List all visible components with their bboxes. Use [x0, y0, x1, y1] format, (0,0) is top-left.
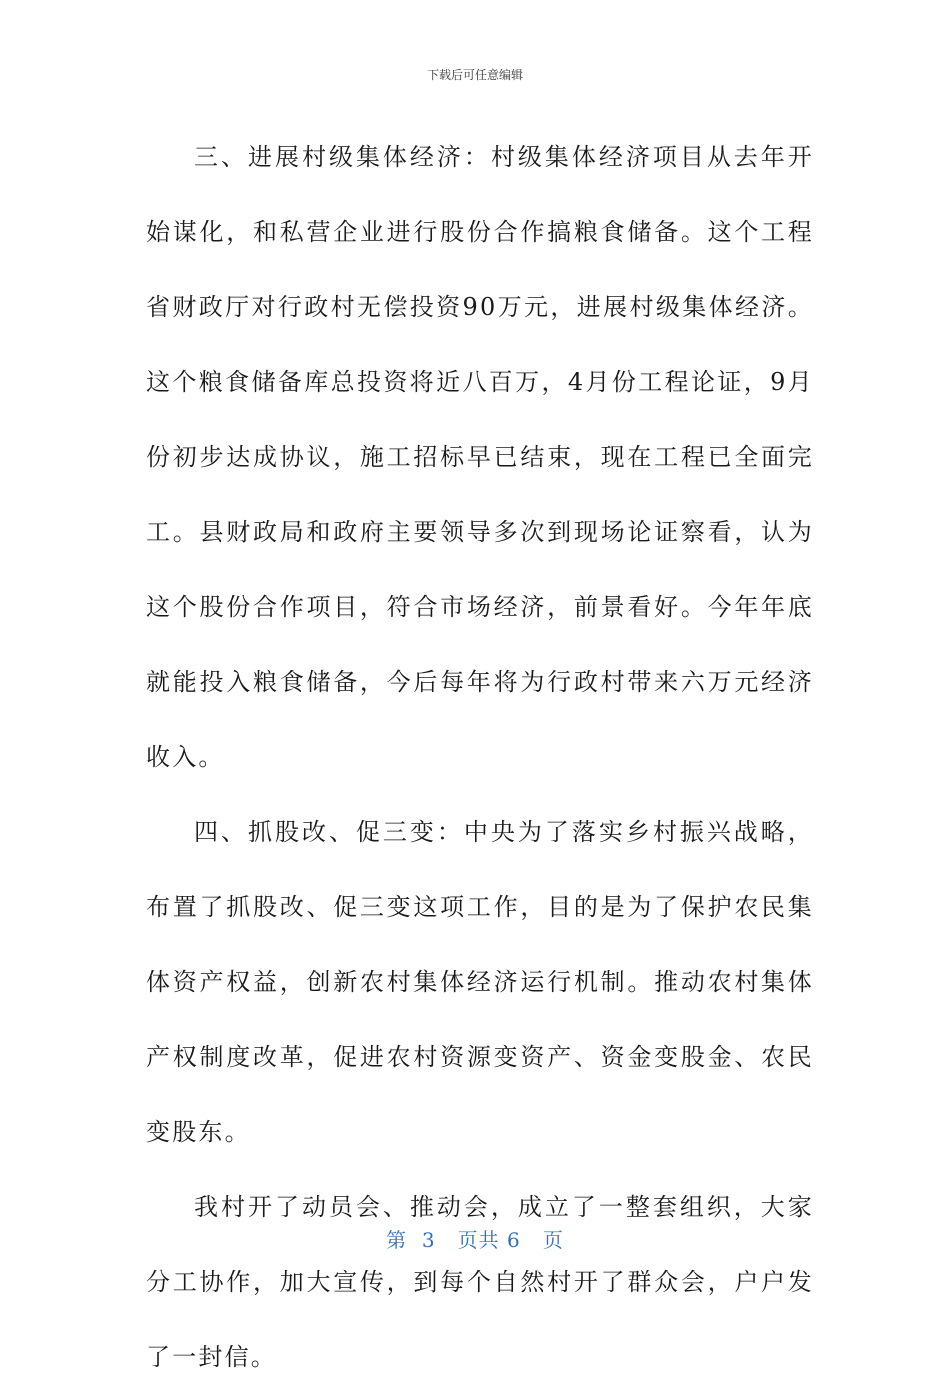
header-note: 下载后可任意编辑	[426, 68, 523, 82]
paragraph-village-actions: 我村开了动员会、推动会，成立了一整套组织，大家分工协作，加大宣传，到每个自然村开了群众会，户户发了一封信。	[146, 1193, 814, 1371]
document-body	[146, 120, 814, 1395]
paragraph-economy: 三、进展村级集体经济：村级集体经济项目从去年开始谋化，和私营企业进行股份合作搞粮食储备。这个工程省财政厅对行政村无偿投资90万元，进展村级集体经济。这个粮食储备库总投资将近八百万，4月份工程论证，9月份初步达成协议，施工招标早已结束，现在工程已全面完工。县财政局和政府主要领导多次到现场论证察看，认为这个股份合作项目，符合市场经济，前景看好。今年年底就能投入粮食储备，今后每年将为行政村带来六万元经济收入。	[146, 143, 814, 771]
footer-suffix: 页	[542, 1228, 564, 1252]
page-footer	[0, 1224, 950, 1253]
current-page-number: 3	[421, 1228, 436, 1252]
footer-prefix: 第	[386, 1228, 408, 1252]
paragraph-reform: 四、抓股改、促三变：中央为了落实乡村振兴战略，布置了抓股改、促三变这项工作，目的是为了保护农民集体资产权益，创新农村集体经济运行机制。推动农村集体产权制度改革，促进农村资源变资产、资金变股金、农民变股东。	[146, 818, 814, 1146]
total-pages-number: 6	[507, 1228, 521, 1252]
footer-mid: 页共	[457, 1228, 500, 1252]
